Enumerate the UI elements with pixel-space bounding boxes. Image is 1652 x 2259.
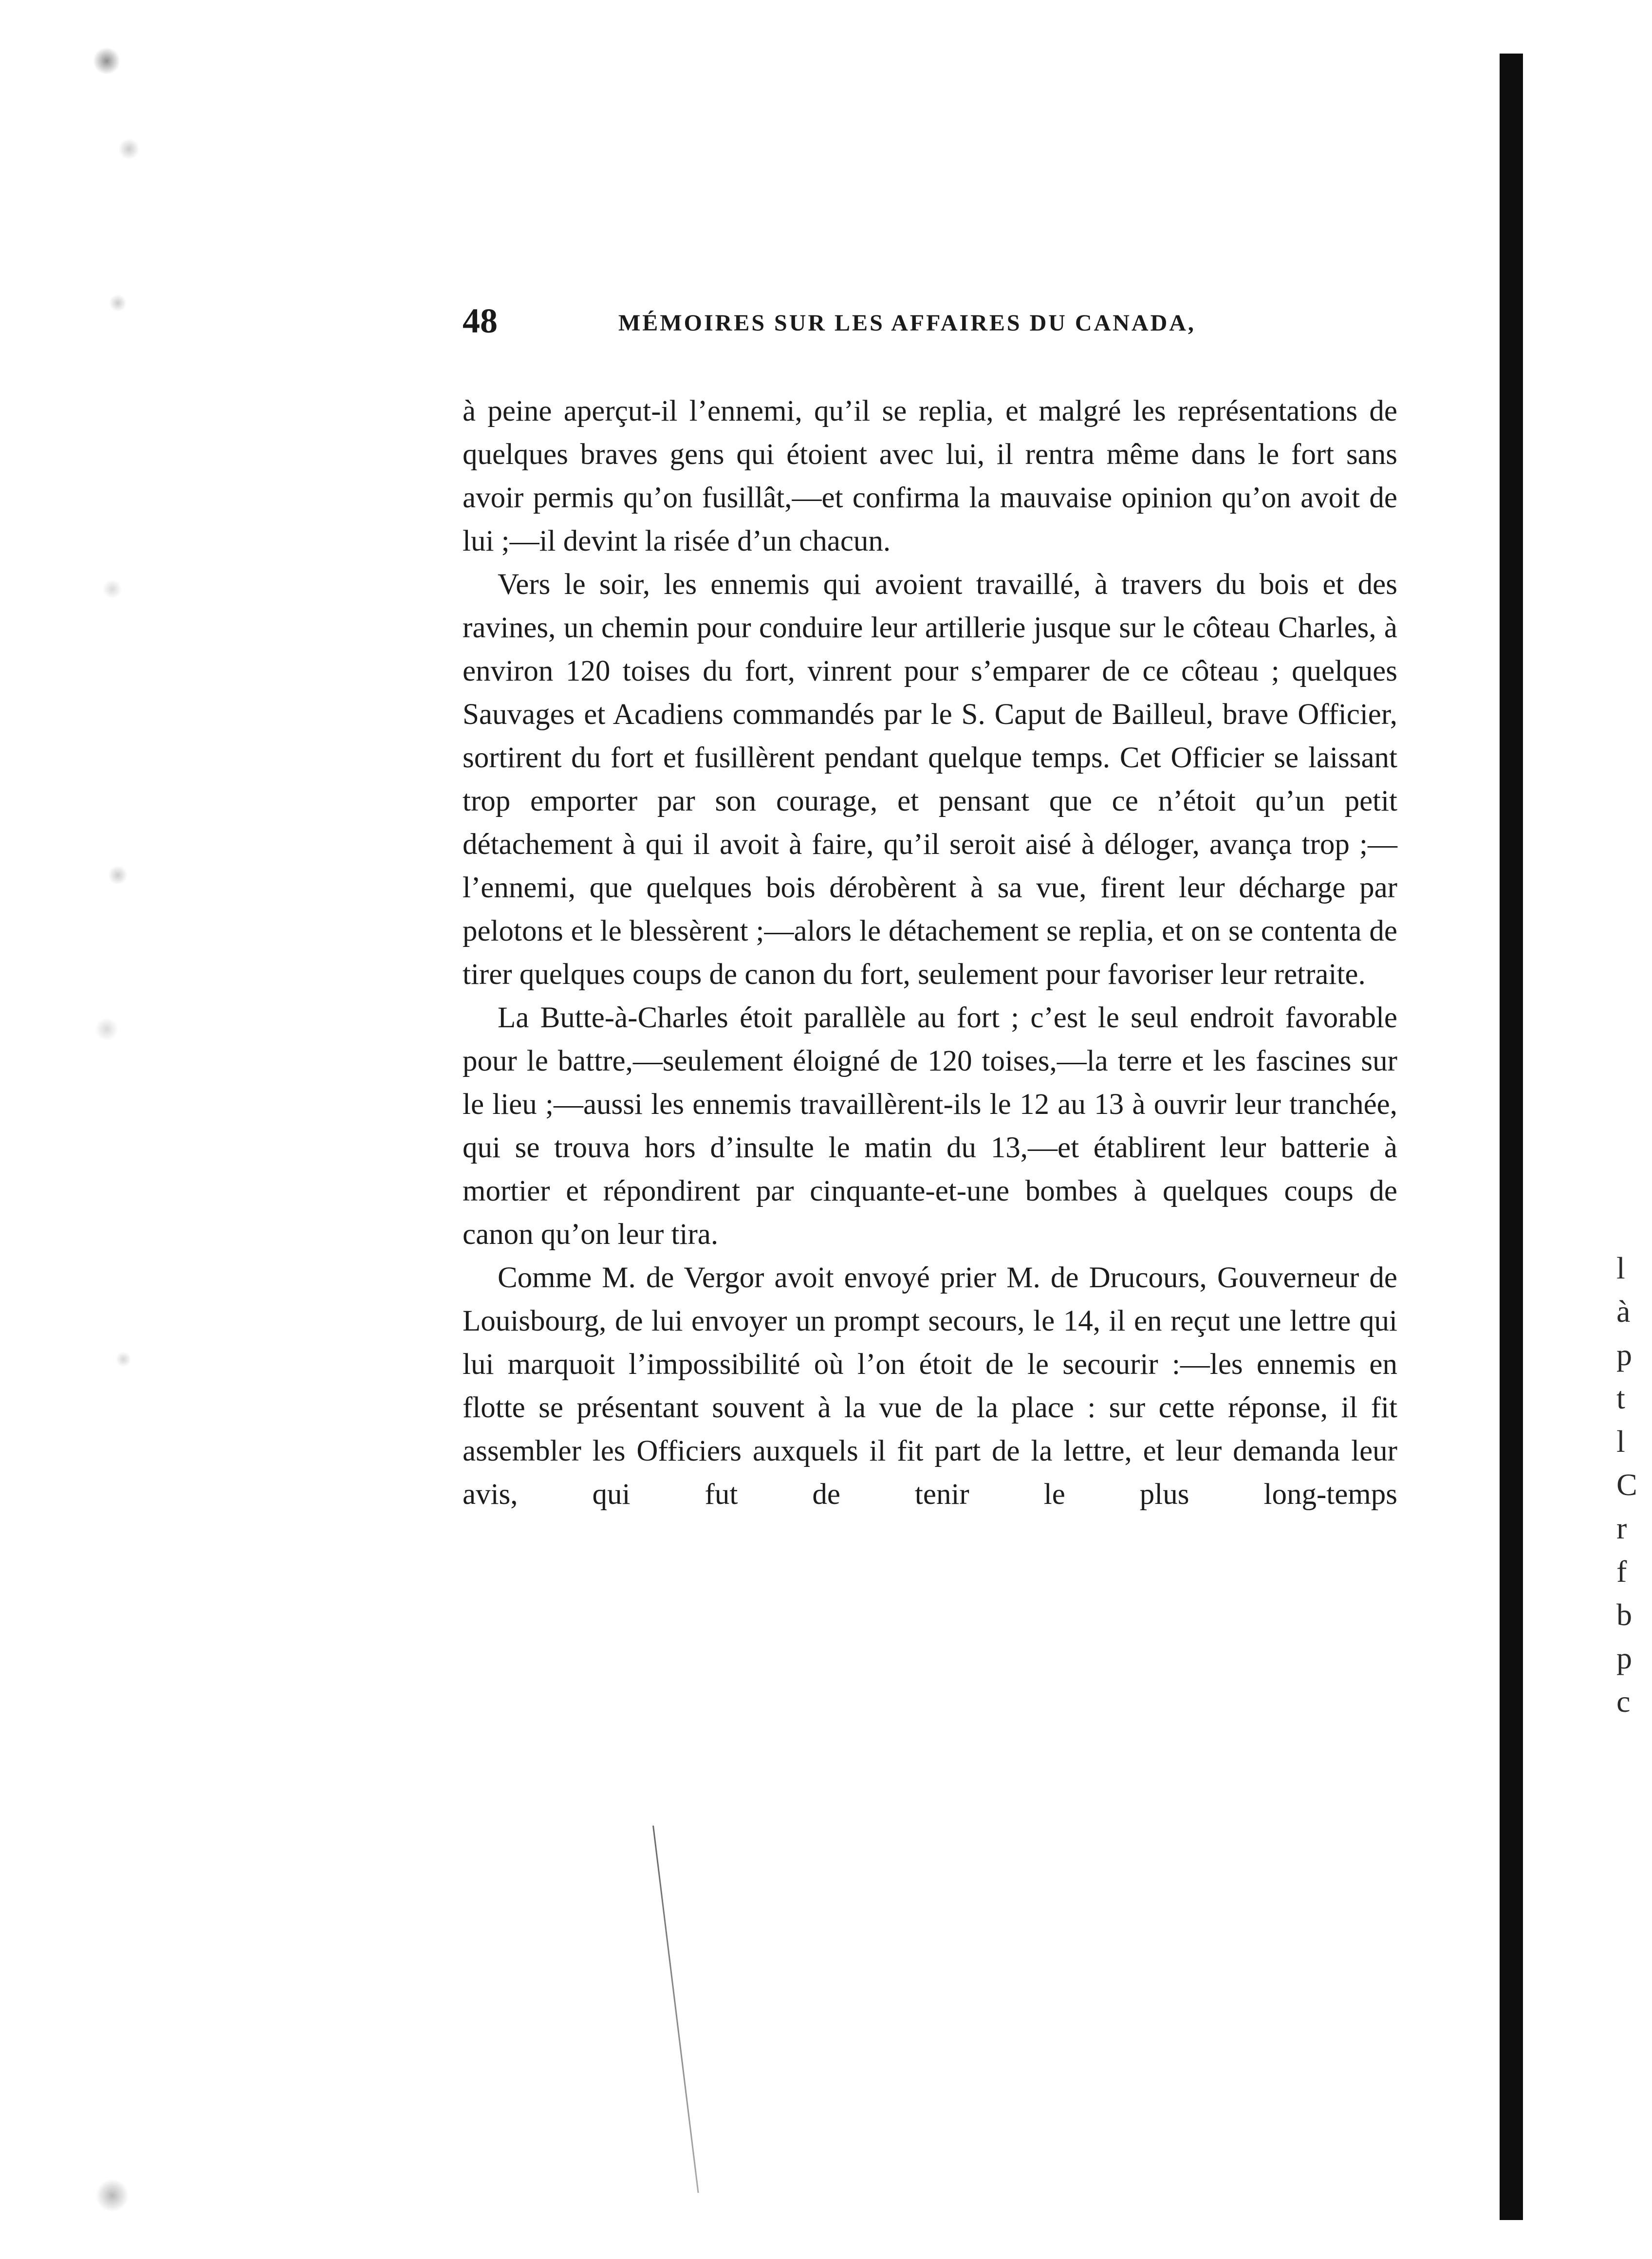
fragment-letter: p	[1616, 1337, 1632, 1372]
paragraph: La Butte-à-Charles étoit parallèle au fort ; c’est le seul endroit favorable pour le battre,—seulement éloigné de 120 toises,—la terre et les fascines sur le lieu ;—aussi les ennemis travaillèrent-ils le 12 au 13 à ouvrir leur tranchée, qui se trouva hors d’insulte le matin du 13,—et établirent leur batterie à mortier et répondirent par cinquante-et-une bombes à quelques coups de canon qu’on leur tira.	[463, 1001, 1397, 1251]
adjacent-page-fragments	[1616, 1246, 1646, 1723]
fragment-letter: r	[1616, 1511, 1627, 1545]
fragment-letter: c	[1616, 1684, 1631, 1719]
running-title: MÉMOIRES SUR LES AFFAIRES DU CANADA,	[618, 310, 1196, 336]
fragment-letter: b	[1616, 1597, 1632, 1632]
fragment-letter: l	[1616, 1424, 1625, 1459]
fragment-letter: C	[1616, 1467, 1637, 1502]
paragraph: à peine aperçut-il l’ennemi, qu’il se replia, et malgré les représentations de quelques braves gens qui étoient avec lui, il rentra même dans le fort sans avoir permis qu’on fusillât,—et confirma la mauvaise opinion qu’on avoit de lui ;—il devint la risée d’un chacun.	[463, 395, 1397, 557]
fragment-letter: l	[1616, 1251, 1625, 1285]
page-number: 48	[463, 301, 498, 340]
scan-edge-noise	[73, 39, 185, 2240]
paragraph: Vers le soir, les ennemis qui avoient travaillé, à travers du bois et des ravines, un chemin pour conduire leur artillerie jusque sur le côteau Charles, à environ 120 toises du fort, vinrent pour s’emparer de ce côteau ; quelques Sauvages et Acadiens commandés par le S. Caput de Bailleul, brave Officier, sortirent du fort et fusillèrent pendant quelque temps. Cet Officier se laissant trop emporter par son courage, et pensant que ce n’étoit qu’un petit détachement à qui il avoit à faire, qu’il seroit aisé à déloger, avança trop ;—l’ennemi, que quelques bois dérobèrent à sa vue, firent leur décharge par pelotons et le blessèrent ;—alors le détachement se replia, et on se contenta de tirer quelques coups de canon du fort, seulement pour favoriser leur retraite.	[463, 568, 1397, 991]
fragment-letter: t	[1616, 1381, 1625, 1415]
fragment-letter: f	[1616, 1554, 1627, 1589]
stray-pen-mark	[652, 1826, 699, 2193]
running-head	[463, 301, 1402, 340]
fragment-letter: à	[1616, 1294, 1631, 1329]
scan-binding-shadow	[1500, 54, 1523, 2220]
fragment-letter: p	[1616, 1641, 1632, 1675]
body-text	[463, 389, 1397, 1516]
paragraph: Comme M. de Vergor avoit envoyé prier M. de Drucours, Gouverneur de Louisbourg, de lui envoyer un prompt secours, le 14, il en reçut une lettre qui lui marquoit l’impossibilité où l’on étoit de le secourir :—les ennemis en flotte se présentant souvent à la vue de la place : sur cette réponse, il fit assembler les Officiers auxquels il fit part de la lettre, et leur demanda leur avis, qui fut de tenir le plus long-temps	[463, 1261, 1397, 1511]
